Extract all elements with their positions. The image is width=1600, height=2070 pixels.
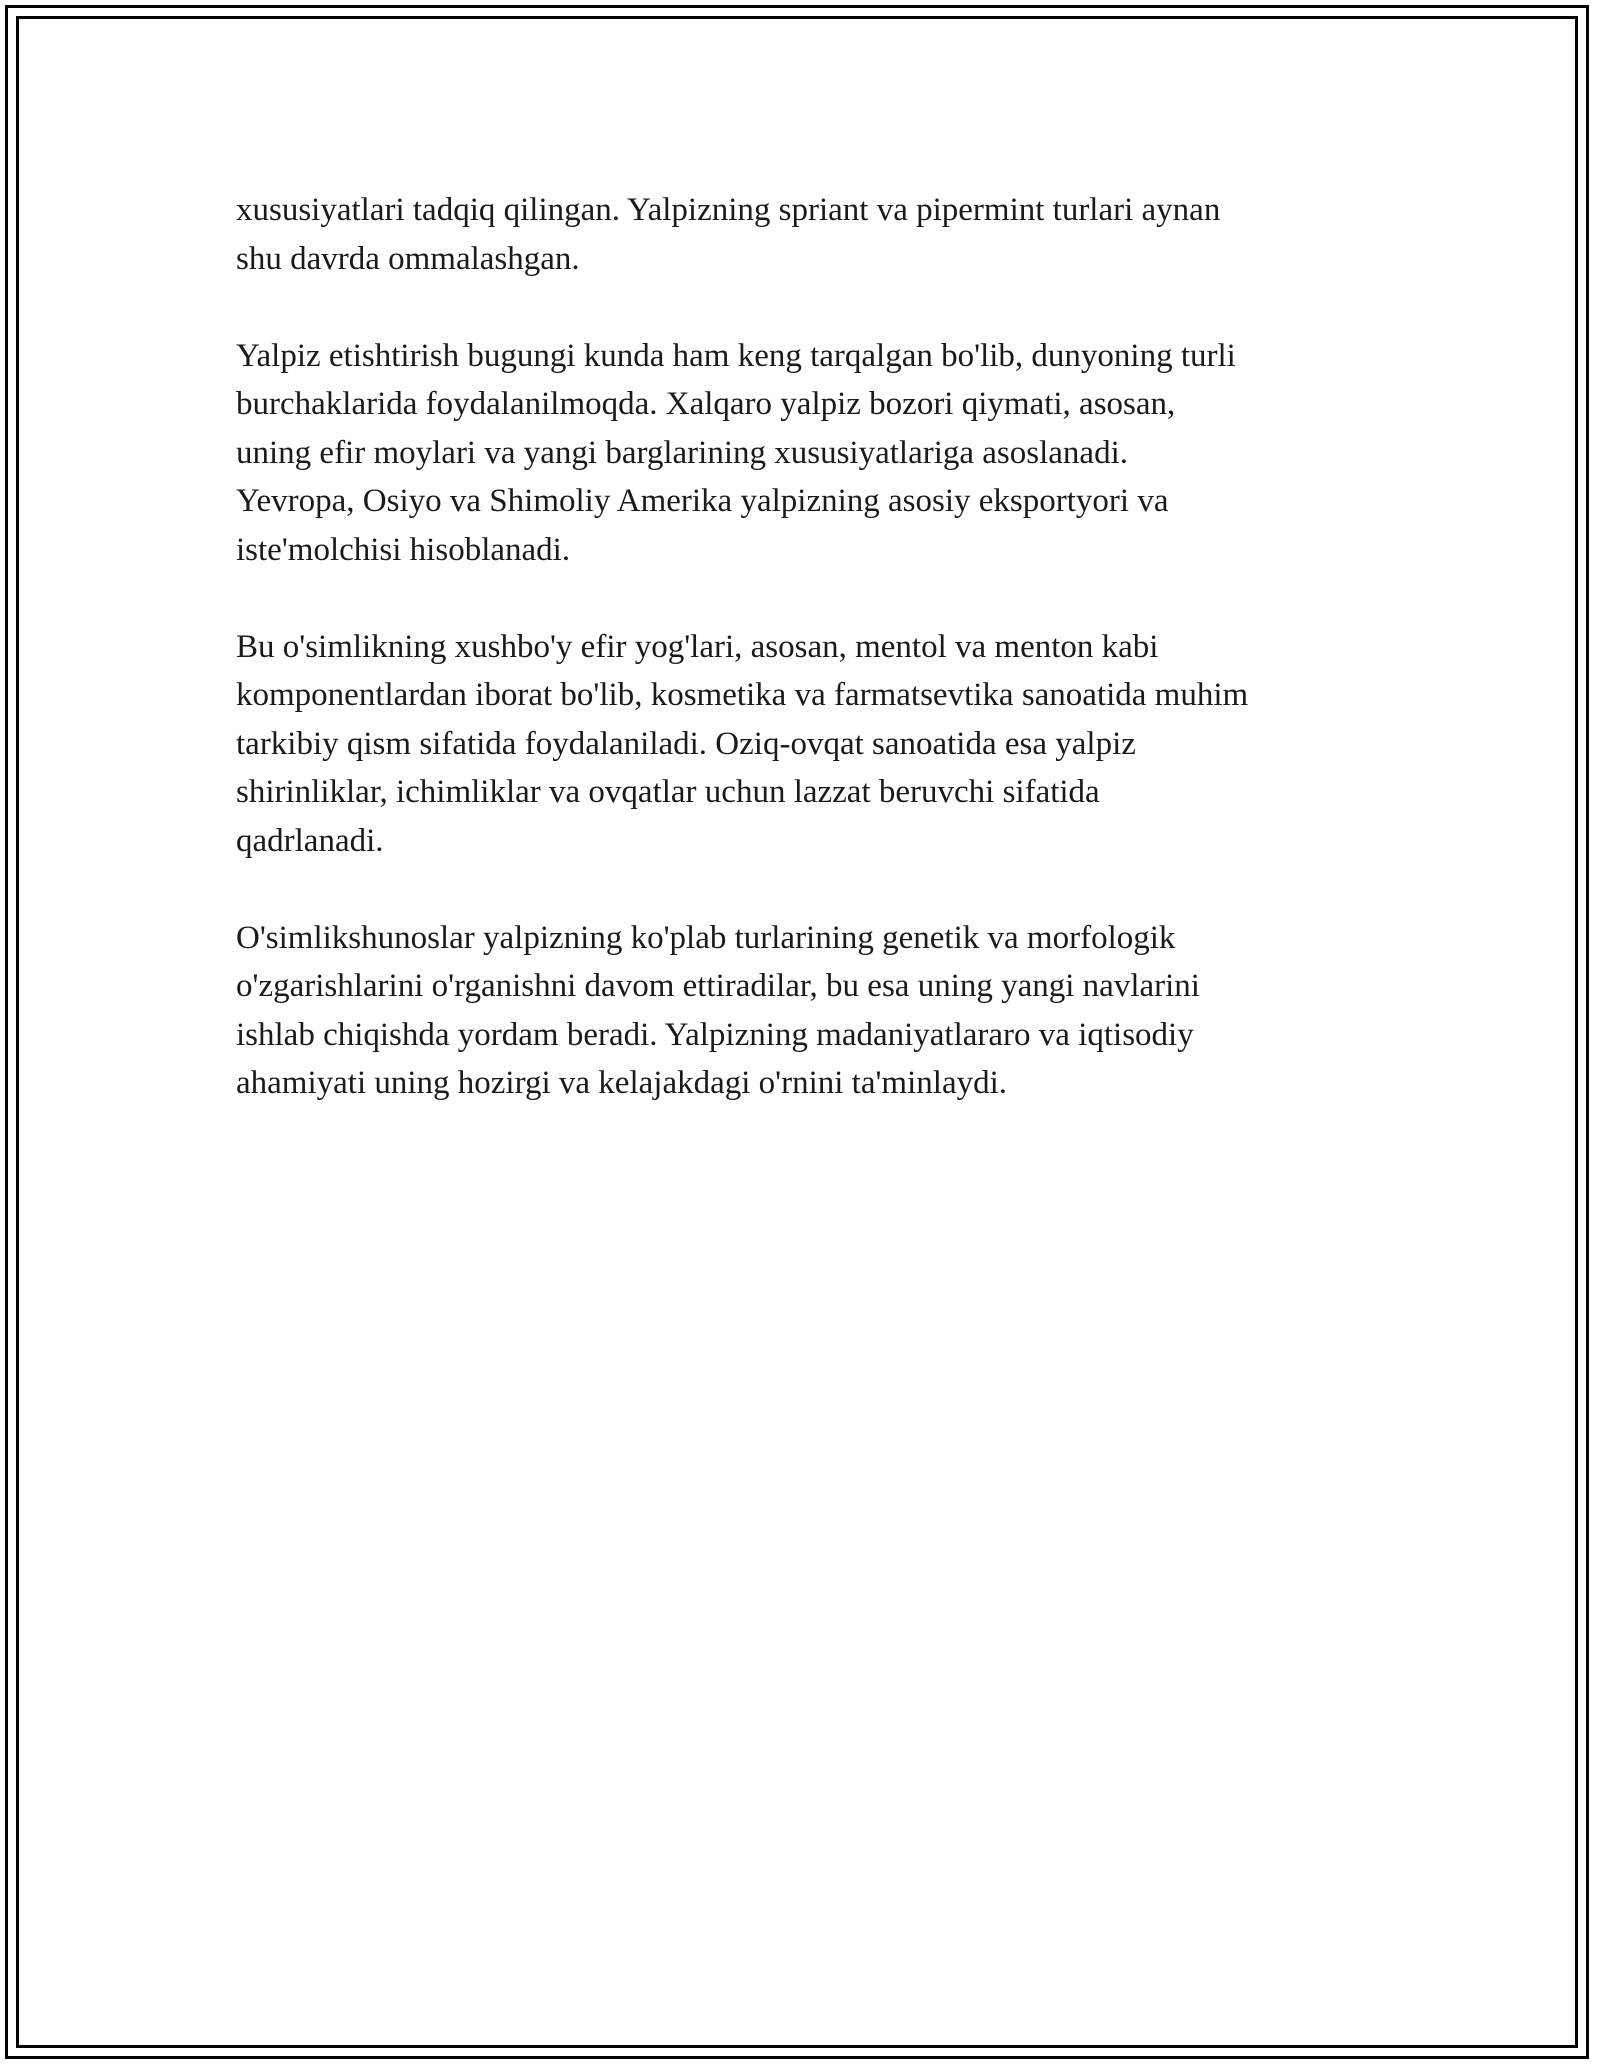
paragraph-line: ahamiyati uning hozirgi va kelajakdagi o'rnini ta'minlaydi. <box>236 1065 1008 1101</box>
paragraph-2 <box>236 332 1366 575</box>
paragraph-4 <box>236 914 1366 1108</box>
paragraph-line: tarkibiy qism sifatida foydalaniladi. Oziq-ovqat sanoatida esa yalpiz <box>236 725 1136 762</box>
paragraph-line: qadrlanadi. <box>236 822 384 859</box>
paragraph-line: ishlab chiqishda yordam beradi. Yalpizning madaniyatlararo va iqtisodiy <box>236 1016 1194 1053</box>
paragraph-line: Bu o'simlikning xushbo'y efir yog'lari, asosan, mentol va menton kabi <box>236 628 1159 665</box>
document-body <box>236 186 1366 1156</box>
paragraph-1 <box>236 186 1366 283</box>
paragraph-line: xususiyatlari tadqiq qilingan. Yalpizning spriant va pipermint turlari aynan <box>236 192 1221 228</box>
paragraph-3 <box>236 623 1366 866</box>
paragraph-line: Yalpiz etishtirish bugungi kunda ham keng tarqalgan bo'lib, dunyoning turli <box>236 337 1236 374</box>
paragraph-line: Yevropa, Osiyo va Shimoliy Amerika yalpizning asosiy eksportyori va <box>236 483 1169 519</box>
paragraph-line: burchaklarida foydalanilmoqda. Xalqaro yalpiz bozori qiymati, asosan, <box>236 386 1176 422</box>
paragraph-line: shu davrda ommalashgan. <box>236 240 580 277</box>
paragraph-line: O'simlikshunoslar yalpizning ko'plab turlarining genetik va morfologik <box>236 919 1176 956</box>
paragraph-line: o'zgarishlarini o'rganishni davom ettiradilar, bu esa uning yangi navlarini <box>236 968 1200 1004</box>
paragraph-line: uning efir moylari va yangi barglarining xususiyatlariga asoslanadi. <box>236 434 1128 471</box>
paragraph-line: komponentlardan iborat bo'lib, kosmetika va farmatsevtika sanoatida muhim <box>236 677 1249 713</box>
paragraph-line: iste'molchisi hisoblanadi. <box>236 531 571 568</box>
paragraph-line: shirinliklar, ichimliklar va ovqatlar uchun lazzat beruvchi sifatida <box>236 774 1100 810</box>
